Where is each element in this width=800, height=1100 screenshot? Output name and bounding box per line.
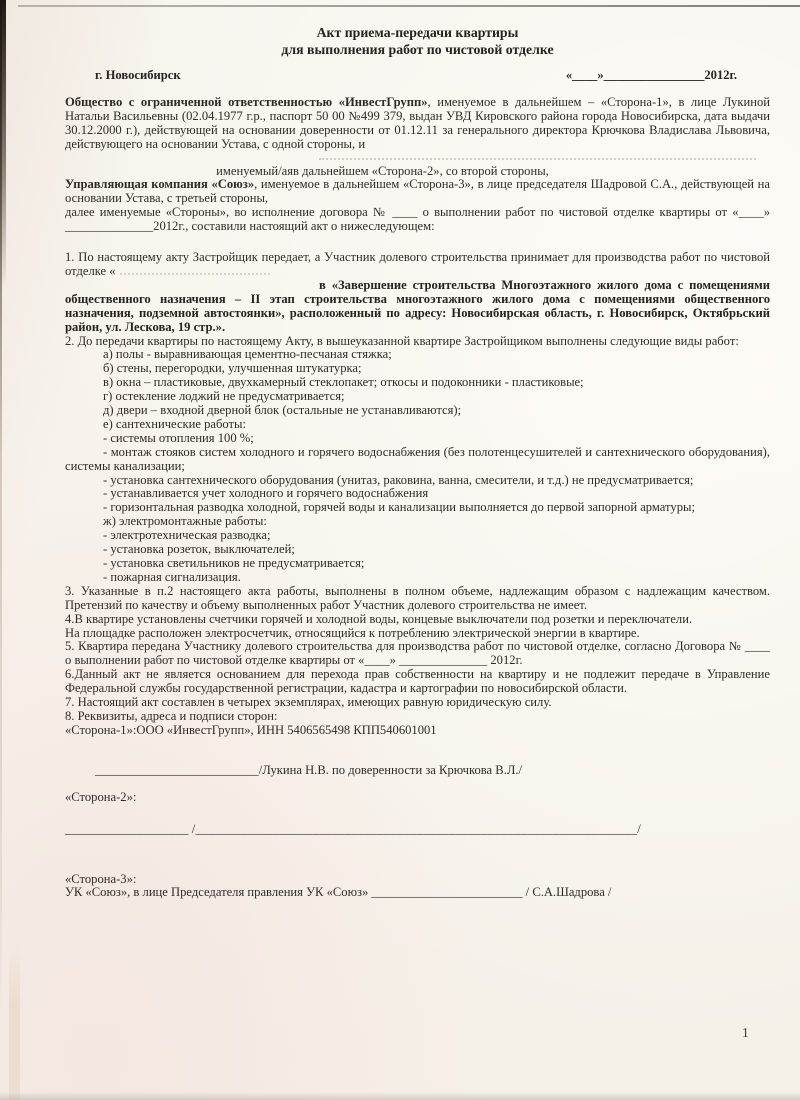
city-date-row (65, 69, 770, 83)
work-item: - установка светильников не предусматривается; (103, 556, 365, 570)
clause-1-text: 1. По настоящему акту Застройщик передает, а Участник долевого строительства принимает для производства работ по чистовой отделке « (65, 250, 770, 278)
scan-edge-top-line (18, 5, 800, 7)
clause-1-intro (65, 251, 770, 279)
party2-signature-line: ___________________ /____________________________________________________________________/ (65, 821, 641, 836)
work-item: - установка сантехнического оборудования (унитаз, раковина, ванна, смесители, и т.д.) не предусматривается; (103, 472, 694, 487)
clause-5: 5. Квартира передана Участнику долевого строительства для производства работ по чистовой отделке, согласно Договора № ____ о выполнении работ по чистовой отделке квартиры от «____» ______________ 2012г. (65, 639, 770, 668)
title-line-2: для выполнения работ по чистовой отделке (281, 42, 554, 57)
preamble-party2: именуемый/аяв дальнейшем «Сторона-2», со второй стороны, (216, 163, 549, 178)
document-title (65, 24, 770, 58)
preamble-closing: далее именуемые «Стороны», во исполнение договора № ____ о выполнении работ по чистовой отделке квартиры от «____» ______________2012г., составили настоящий акт о нижеследующем: (65, 205, 770, 234)
city-label: г. Новосибирск (95, 68, 181, 82)
preamble-party1 (65, 96, 770, 152)
page-number: 1 (742, 1025, 749, 1040)
work-item: а) полы - выравнивающая цементно-песчаная стяжка; (103, 347, 392, 362)
clause-3: 3. Указанные в п.2 настоящего акта работы, выполнены в полном объеме, надлежащим образом с надлежащим качеством. Претензий по качеству и объему выполненных работ Участник долевого строительства не имеет. (65, 583, 770, 612)
scan-edge-left-line (0, 0, 2, 1015)
work-item: г) остекление лоджий не предусматривается; (103, 389, 345, 404)
work-item: б) стены, перегородки, улучшенная штукатурка; (103, 361, 362, 376)
clause-1-object: в «Завершение строительства Многоэтажного жилого дома с помещениями общественного назначения – II этап строительства многоэтажного жилого дома с помещениями общественного назначения, подземной автостоянки», расположенный по адресу: Новосибирская область, г. Новосибирск, Октябрьский район, ул. Лескова, 19 стр.». (65, 277, 770, 334)
work-item: - электротехническая разводка; (103, 528, 271, 543)
clause-6: 6.Данный акт не является основанием для перехода прав собственности на квартиру и не подлежит передаче в Управление Федеральной службы государственной регистрации, кадастра и картографии по новосибирской области. (65, 667, 770, 696)
erased-text-artifact (120, 265, 270, 275)
work-item: - установка розеток, выключателей; (103, 542, 295, 557)
work-item: в) окна – пластиковые, двухкамерный стеклопакет; откосы и подоконники - пластиковые; (103, 375, 584, 390)
erased-dots (319, 158, 756, 160)
document-content (65, 24, 770, 900)
work-item: - устанавливается учет холодного и горячего водоснабжения (103, 486, 429, 501)
clause-8: 8. Реквизиты, адреса и подписи сторон: (65, 708, 278, 723)
clause-7: 7. Настоящий акт составлен в четырех экземплярах, имеющих равную юридическую силу. (65, 695, 552, 710)
title-line-1: Акт приема-передачи квартиры (316, 25, 519, 40)
erased-text-artifact (65, 152, 770, 165)
date-blank: «____»________________2012г. (565, 68, 737, 82)
work-item: - пожарная сигнализация. (103, 569, 241, 584)
clause-2-intro: 2. До передачи квартиры по настоящему Акту, в вышеуказанной квартире Застройщиком выполнены следующие виды работ: (65, 333, 739, 348)
party2-label: «Сторона-2»: (65, 789, 137, 804)
work-item: ж) электромонтажные работы: (103, 514, 267, 529)
party3-text: , именуемое в дальнейшем «Сторона-3», в лице председателя Шадровой С.А., действующей на основании Устава, с третьей стороны, (65, 177, 770, 206)
work-item: д) двери – входной дверной блок (остальные не устанавливаются); (103, 403, 462, 418)
party1-requisites: «Сторона-1»:ООО «ИнвестГрупп», ИНН 5406565498 КПП540601001 (65, 722, 437, 737)
party1-signature-line: __________________________/Лукина Н.В. по доверенности за Крючкова В.Л./ (95, 762, 523, 777)
party3-signature-line: УК «Союз», в лице Председателя правления УК «Союз» ________________________ / С.А.Шадрова / (65, 885, 612, 900)
work-item: е) сантехнические работы: (103, 416, 247, 431)
work-item: - горизонтальная разводка холодной, горячей воды и канализации выполняется до первой запорной арматуры; (103, 500, 695, 515)
works-list (65, 348, 770, 584)
scan-edge-bottom (0, 1092, 800, 1100)
work-item: - системы отопления 100 %; (103, 430, 254, 445)
party3-name: Управляющая компания «Союз» (65, 177, 255, 192)
work-item: - монтаж стояков систем холодного и горячего водоснабжения (без полотенцесушителей и сантехнического оборудования), системы канализации; (65, 444, 770, 473)
clause-4b: На площадке расположен электросчетчик, относящийся к потреблению электрической энергии в квартире. (65, 625, 640, 640)
party1-text: , именуемое в дальнейшем – «Сторона-1», в лице Лукиной Натальи Васильевны (02.04.1977 г.р., паспорт 50 00 №499 379, выдан УВД Кировского района города Новосибирска, дата выдачи 30.12.2000 г.), действующей на основании доверенности от 01.12.11 за генерального директора Крючкова Владислава Львовича, действующего на основании Устава, с одной стороны, и (65, 94, 770, 151)
party1-name: Общество с ограниченной ответственностью «ИнвестГрупп» (65, 94, 428, 109)
scan-edge-left-shadow (9, 945, 20, 1100)
clause-4a: 4.В квартире установлены счетчики горячей и холодной воды, концевые выключатели под розетки и переключатели. (65, 611, 693, 626)
preamble-party3 (65, 178, 770, 206)
party3-label: «Сторона-3»: (65, 871, 137, 886)
